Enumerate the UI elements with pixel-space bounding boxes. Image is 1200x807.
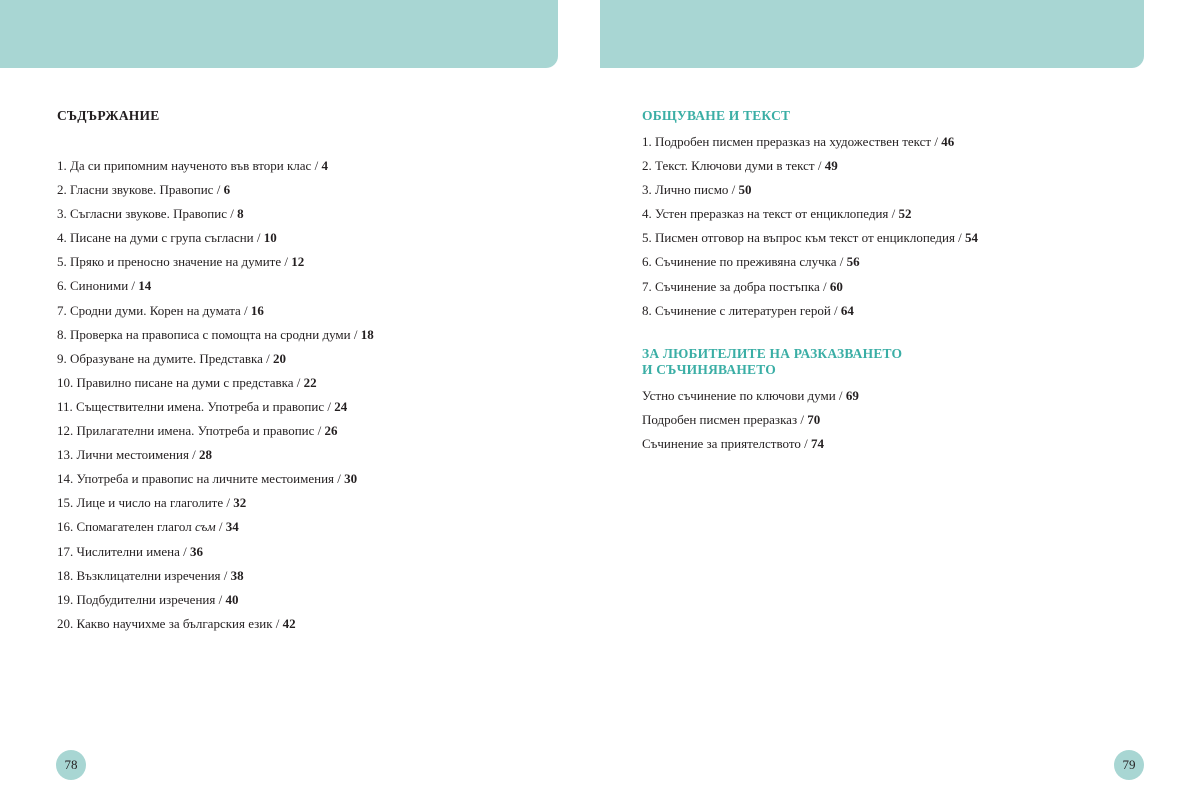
toc-entry [57,616,557,640]
toc-entry-page: 42 [282,615,296,631]
toc-entry-label: 2. Гласни звукове. Правопис / [57,182,224,198]
toc-entry-page: 34 [225,519,239,535]
toc-entry-label: 6. Съчинение по преживяна случка / [642,254,847,270]
toc-entry-page: 40 [225,591,239,607]
toc-entry-page: 28 [199,447,213,463]
toc-entry [642,134,1142,158]
toc-entry [642,303,1142,327]
right-page-content [642,108,1142,460]
toc-entry-label: 17. Числителни имена / [57,543,191,559]
toc-entry-page: 49 [824,158,838,174]
toc-entry [57,327,557,351]
toc-entry-page: 18 [360,326,374,342]
toc-entry [57,303,557,327]
toc-entry [57,278,557,302]
toc-entry-page: 12 [291,254,305,270]
toc-entry-page: 14 [138,278,152,294]
toc-entry [57,399,557,423]
toc-entry-label: 7. Съчинение за добра постъпка / [642,278,830,294]
toc-entry-label: 10. Правилно писане на думи с представка / [57,374,304,390]
toc-entry-label: 16. Спомагателен глагол [57,519,195,535]
toc-entry [57,519,557,543]
toc-entry-page: 70 [807,411,821,427]
toc-entry-label: 13. Лични местоимения / [57,447,200,463]
toc-entry [57,568,557,592]
left-header-band [0,0,558,68]
toc-entry [57,254,557,278]
toc-entry-label: 4. Писане на думи с група съгласни / [57,230,264,246]
toc-entry-separator: / [215,519,226,535]
toc-entry [642,436,1142,460]
toc-entry-label: Устно съчинение по ключови думи / [642,387,846,403]
toc-entry [57,495,557,519]
toc-entry-page: 10 [263,230,277,246]
toc-entry [57,158,557,182]
toc-entry [57,592,557,616]
toc-entry-label: 19. Подбудителни изречения / [57,591,226,607]
toc-entry [642,388,1142,412]
right-header-band [600,0,1144,68]
toc-entry-label: Съчинение за приятелството / [642,435,811,451]
toc-entry-label: 6. Синоними / [57,278,139,294]
toc-entry-page: 22 [303,374,317,390]
toc-entry [642,254,1142,278]
toc-entry [57,182,557,206]
toc-entry-label: 9. Образуване на думите. Представка / [57,350,274,366]
toc-entry [57,447,557,471]
section-title-line2: И СЪЧИНЯВАНЕТО [642,361,776,377]
toc-entry-page: 26 [324,423,338,439]
page-number-right: 79 [1114,750,1144,780]
section-title-communication: ОБЩУВАНЕ И ТЕКСТ [642,108,791,123]
toc-entry-page: 32 [233,495,247,511]
toc-entry-page: 54 [965,230,979,246]
toc-entry-label: 4. Устен преразказ на текст от енциклопедия / [642,206,899,222]
toc-entry-label: 3. Съгласни звукове. Правопис / [57,206,238,222]
toc-entry-page: 30 [344,471,358,487]
contents-list [57,158,557,640]
toc-entry-page: 52 [898,206,912,222]
toc-entry-label: 7. Сродни думи. Корен на думата / [57,302,251,318]
toc-entry-page: 4 [321,158,328,173]
toc-entry-label: Подробен писмен преразказ / [642,411,808,427]
toc-entry [642,182,1142,206]
toc-entry-page: 38 [230,567,244,583]
toc-entry [642,412,1142,436]
contents-title: СЪДЪРЖАНИЕ [57,108,160,123]
toc-entry [57,206,557,230]
toc-entry-page: 74 [811,435,824,451]
toc-entry-label: 5. Писмен отговор на въпрос към текст от енциклопедия / [642,230,966,246]
toc-entry-page: 50 [738,182,752,198]
toc-entry [57,544,557,568]
section-title-line1: ЗА ЛЮБИТЕЛИТЕ НА РАЗКАЗВАНЕТО [642,345,903,361]
toc-entry-label: 14. Употреба и правопис на личните местоимения / [57,471,345,487]
toc-entry-label: 8. Съчинение с литературен герой / [642,302,841,318]
toc-entry-page: 36 [190,543,204,559]
toc-entry-page: 64 [840,302,854,318]
toc-entry-label: 20. Какво научихме за българския език / [57,615,283,631]
toc-entry [57,423,557,447]
toc-entry-italic: съм [194,519,216,535]
toc-entry-page: 24 [334,398,348,414]
toc-entry [57,375,557,399]
toc-entry-label: 12. Прилагателни имена. Употреба и правопис / [57,423,325,439]
toc-entry [57,471,557,495]
toc-entry-label: 15. Лице и число на глаголите / [57,495,234,511]
toc-entry-page: 16 [250,302,264,318]
toc-entry-label: 5. Пряко и преносно значение на думите / [57,254,292,270]
toc-entry-label: 8. Проверка на правописа с помощта на сродни думи / [57,326,361,342]
toc-entry-page: 60 [829,278,843,294]
toc-entry-page: 6 [223,182,231,198]
toc-entry [642,206,1142,230]
toc-entry-page: 46 [941,134,955,149]
toc-entry [642,279,1142,303]
toc-entry-label: 2. Текст. Ключови думи в текст / [642,158,825,174]
toc-entry [642,158,1142,182]
toc-entry-label: 1. Да си припомним наученото във втори клас / [57,158,322,173]
toc-entry [642,230,1142,254]
toc-entry-page: 20 [273,350,287,366]
toc-entry [57,230,557,254]
section-title-storytelling [642,346,942,378]
toc-entry-page: 56 [846,254,860,270]
toc-entry-label: 18. Възклицателни изречения / [57,567,231,583]
left-page-content [57,108,557,640]
toc-entry-label: 1. Подробен писмен преразказ на художествен текст / [642,134,942,149]
toc-entry-label: 3. Лично писмо / [642,182,739,198]
toc-entry-page: 8 [237,206,244,222]
toc-entry [57,351,557,375]
communication-list [642,134,1142,327]
page-number-left: 78 [56,750,86,780]
toc-entry-page: 69 [845,387,859,403]
storytelling-list [642,388,1142,460]
toc-entry-label: 11. Съществителни имена. Употреба и правопис / [57,398,335,414]
